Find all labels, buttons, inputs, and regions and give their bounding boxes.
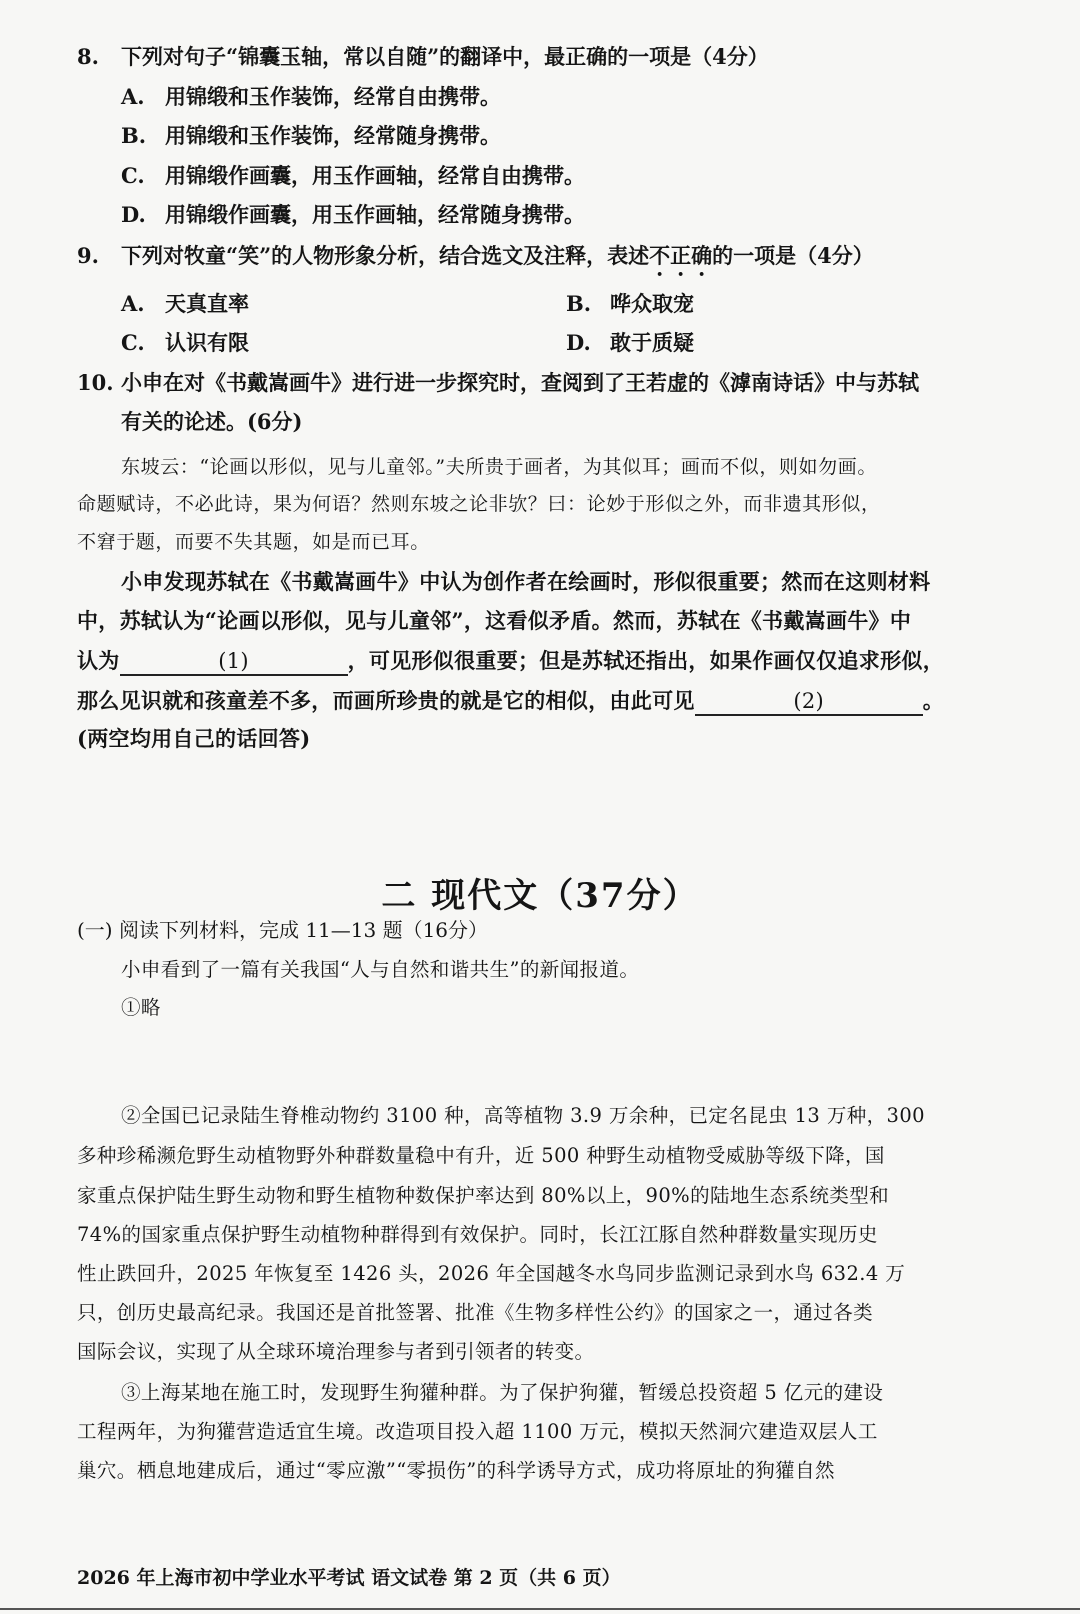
q8-option-a	[121, 82, 501, 112]
q8-option-b	[121, 121, 501, 151]
body-text: 那么见识就和孩童差不多，而画所珍贵的就是它的相似，由此可见	[77, 688, 695, 713]
option-text: 用锦缎和玉作装饰，经常自由携带。	[165, 84, 501, 109]
option-letter: C.	[121, 163, 145, 188]
material-paragraph-2-line: 只，创历史最高纪录。我国还是首批签署、批准《生物多样性公约》的国家之一，通过各类	[77, 1301, 874, 1324]
material-paragraph-2-line: 性止跌回升，2025 年恢复至 1426 头，2026 年全国越冬水鸟同步监测记录到水鸟 632.4 万	[77, 1262, 906, 1285]
answer-blank-1[interactable]: (1)	[120, 648, 348, 676]
material-paragraph-3-line: ③上海某地在施工时，发现野生狗獾种群。为了保护狗獾，暂缓总投资超 5 亿元的建设	[121, 1381, 884, 1404]
option-text: 天真直率	[165, 291, 249, 316]
option-letter: A.	[121, 291, 145, 316]
q9-option-a	[121, 289, 249, 319]
q10-body-line-blank2	[77, 686, 944, 716]
section-title: 二 现代文（37分）	[381, 876, 699, 916]
material-paragraph-2-line: ②全国已记录陆生脊椎动物约 3100 种，高等植物 3.9 万余种，已定名昆虫 13 万种，300	[121, 1104, 925, 1127]
material-paragraph-3-line: 工程两年，为狗獾营造适宜生境。改造项目投入超 1100 万元，模拟天然洞穴建造双层人工	[77, 1420, 878, 1443]
option-letter: B.	[121, 123, 147, 148]
q9-option-d	[566, 328, 694, 358]
material-paragraph-2-line: 多种珍稀濒危野生动植物野外种群数量稳中有升，近 500 种野生动植物受威胁等级下降，国	[77, 1144, 885, 1167]
question-text: 下列对牧童“笑”的人物形象分析，结合选文及注释，表述	[121, 243, 650, 268]
page-footer: 2026 年上海市初中学业水平考试 语文试卷 第 2 页（共 6 页）	[77, 1567, 621, 1589]
question-9-stem	[77, 241, 874, 281]
q10-body-line: 小申发现苏轼在《书戴嵩画牛》中认为创作者在绘画时，形似很重要；然而在这则材料	[121, 569, 931, 594]
q9-option-c	[121, 328, 249, 358]
question-number: 8.	[77, 44, 99, 69]
q10-body-line-blank1	[77, 646, 944, 676]
classical-quote-line: 东坡云：“论画以形似，见与儿童邻。”夫所贵于画者，为其似耳；画而不似，则如勿画。	[121, 456, 877, 478]
q8-option-c	[121, 161, 585, 191]
option-letter: B.	[566, 291, 592, 316]
classical-quote-line: 命题赋诗，不必此诗，果为何语？然则东坡之论非欤？曰：论妙于形似之外，而非遗其形似，	[77, 493, 881, 515]
option-letter: A.	[121, 84, 145, 109]
question-8-stem	[77, 42, 769, 72]
material-paragraph-1: ①略	[121, 996, 161, 1019]
q8-option-d	[121, 200, 585, 230]
classical-quote-line: 不窘于题，而要不失其题，如是而已耳。	[77, 531, 430, 553]
question-number: 10.	[77, 370, 114, 395]
answer-blank-2[interactable]: (2)	[695, 688, 923, 716]
section-subheading: (一) 阅读下列材料，完成 11—13 题（16分）	[77, 918, 489, 942]
option-letter: D.	[121, 202, 146, 227]
question-text-end: 的一项是（4分）	[712, 243, 874, 268]
material-paragraph-2-line: 74%的国家重点保护野生动植物种群得到有效保护。同时，长江江豚自然种群数量实现历史	[77, 1223, 878, 1246]
material-paragraph-2-line: 国际会议，实现了从全球环境治理参与者到引领者的转变。	[77, 1340, 595, 1363]
material-paragraph-3-line: 巢穴。栖息地建成后，通过“零应激”“零损伤”的科学诱导方式，成功将原址的狗獾自然	[77, 1459, 835, 1482]
question-text: 小申在对《书戴嵩画牛》进行进一步探究时，查阅到了王若虚的《滹南诗话》中与苏轼	[121, 370, 919, 395]
bottom-edge-rule	[0, 1608, 1080, 1610]
q9-option-b	[566, 289, 694, 319]
option-text: 用锦缎作画囊，用玉作画轴，经常随身携带。	[165, 202, 585, 227]
option-letter: C.	[121, 330, 145, 355]
material-intro: 小申看到了一篇有关我国“人与自然和谐共生”的新闻报道。	[121, 958, 640, 981]
body-text: ，可见形似很重要；但是苏轼还指出，如果作画仅仅追求形似，	[347, 648, 945, 673]
body-text: 认为	[77, 648, 120, 673]
q10-body-line: 中，苏轼认为“论画以形似，见与儿童邻”，这看似矛盾。然而，苏轼在《书戴嵩画牛》中	[77, 608, 912, 633]
option-text: 哗众取宠	[610, 291, 694, 316]
question-10-stem	[77, 368, 919, 398]
option-letter: D.	[566, 330, 591, 355]
question-10-stem-cont: 有关的论述。(6分)	[121, 409, 303, 434]
option-text: 用锦缎作画囊，用玉作画轴，经常自由携带。	[165, 163, 585, 188]
question-text: 下列对句子“锦囊玉轴，常以自随”的翻译中，最正确的一项是（4分）	[121, 44, 769, 69]
material-paragraph-2-line: 家重点保护陆生野生动物和野生植物种数保护率达到 80%以上，90%的陆地生态系统类型和	[77, 1184, 890, 1207]
option-text: 认识有限	[165, 330, 249, 355]
question-number: 9.	[77, 243, 99, 268]
option-text: 敢于质疑	[610, 330, 694, 355]
option-text: 用锦缎和玉作装饰，经常随身携带。	[165, 123, 501, 148]
emphasized-text: 不正确	[649, 243, 713, 268]
body-text: 。	[922, 688, 945, 713]
q10-instruction: (两空均用自己的话回答)	[77, 726, 311, 751]
